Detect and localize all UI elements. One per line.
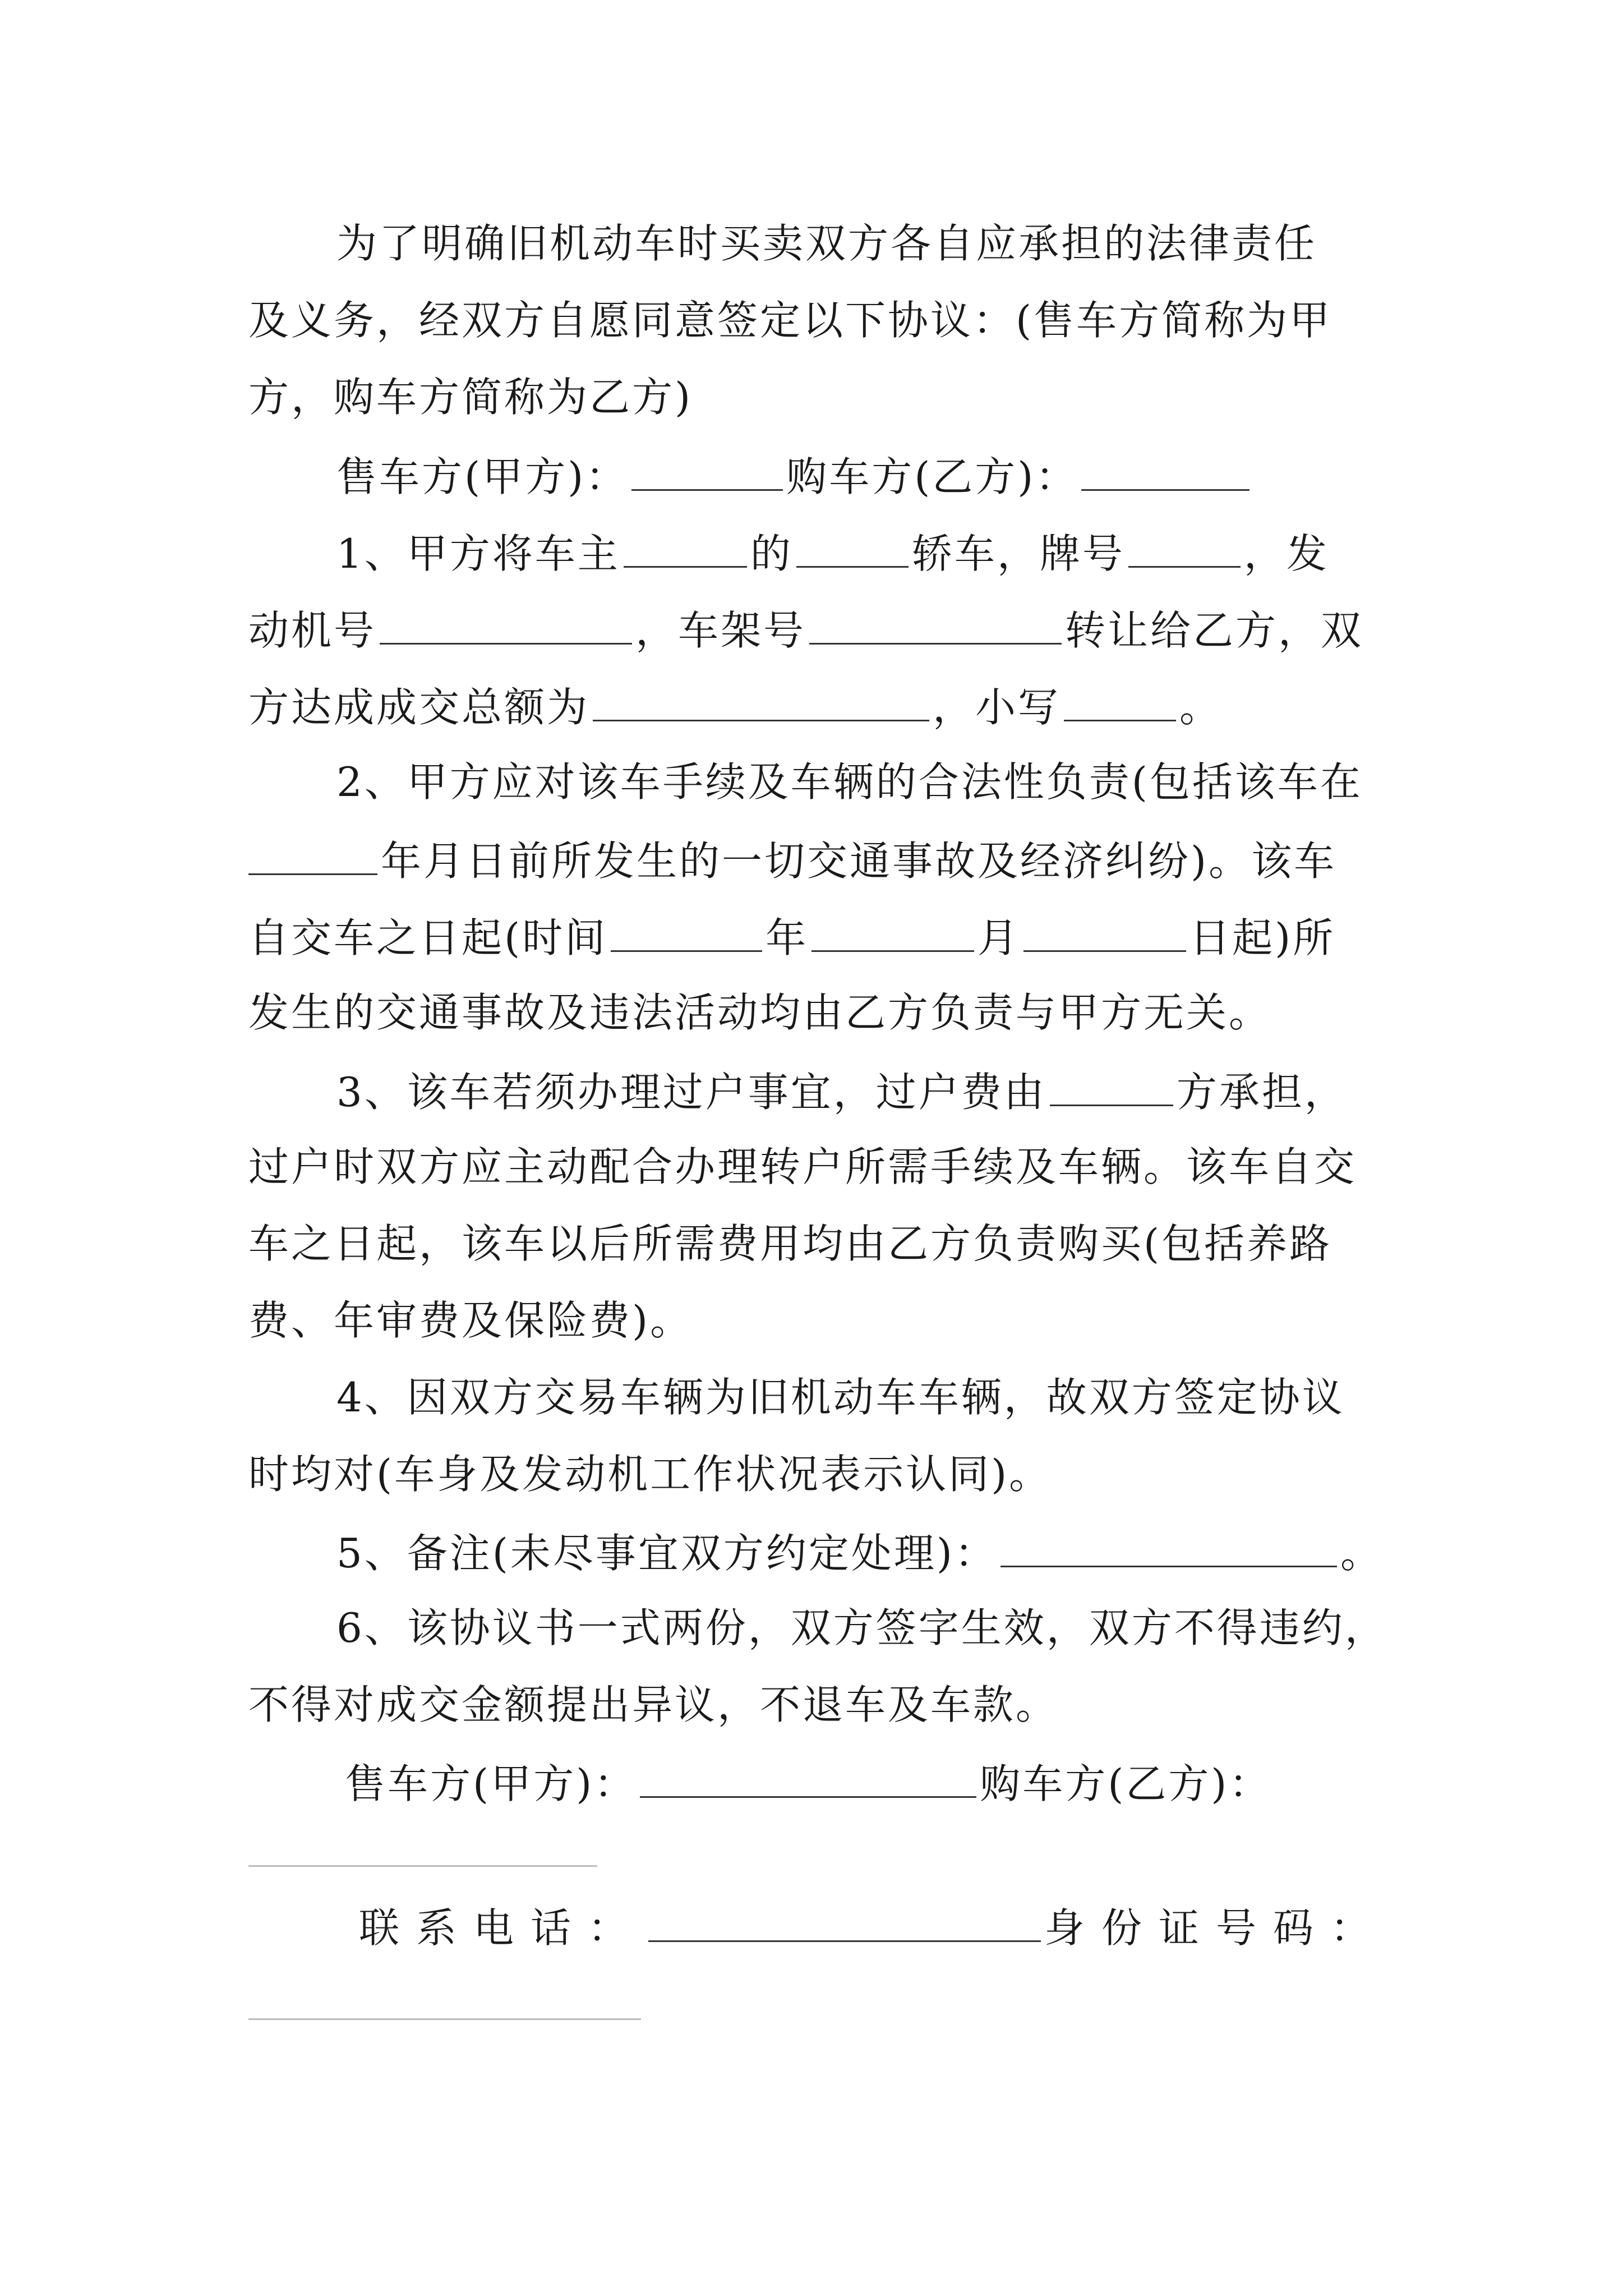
liability-date-blank [248, 839, 377, 875]
clause3-line-1 [336, 1069, 1347, 1116]
clause2-text-3b: 年 [766, 914, 809, 961]
clause1-text-c: 轿车，牌号 [911, 530, 1125, 577]
clause2-text-3d: 日起)所 [1189, 914, 1336, 961]
clause3-line-3: 车之日起，该车以后所需费用均由乙方负责购买(包括养路 [248, 1220, 1332, 1267]
clause1-text-e: 动机号 [248, 607, 377, 654]
engine-no-blank [380, 608, 632, 645]
clause2-text-2: 年月日前所发生的一切交通事故及经济纠纷)。该车 [381, 838, 1337, 885]
frame-no-blank [809, 608, 1062, 645]
intro-line-2: 及义务，经双方自愿同意签定以下协议：(售车方简称为甲 [248, 297, 1332, 344]
car-model-blank [796, 531, 909, 568]
clause2-line-2 [248, 838, 1337, 885]
clause5-text-b: 。 [1340, 1530, 1384, 1577]
clause1-text-a: 1、甲方将车主 [336, 530, 620, 577]
intro-line-3: 方，购车方简称为乙方) [248, 374, 693, 421]
clause3-text-1b: 方承担， [1176, 1069, 1347, 1116]
clause3-line-4: 费、年审费及保险费)。 [248, 1297, 693, 1344]
buyer-signature-rule [248, 1865, 597, 1867]
clause1-text-g: 转让给乙方，双 [1065, 607, 1364, 654]
clause1-text-d: ，发 [1243, 530, 1329, 577]
id-number-label: 身份证号码： [1044, 1904, 1388, 1952]
plate-blank [1128, 531, 1241, 568]
total-amount-blank [593, 685, 929, 721]
phone-label: 联系电话： [359, 1904, 645, 1952]
phone-blank [648, 1906, 1041, 1942]
clause1-line-2 [248, 607, 1364, 654]
amount-figures-blank [1064, 685, 1176, 721]
sign-buyer-label: 购车方(乙方)： [980, 1760, 1272, 1807]
clause2-text-3c: 月 [978, 914, 1021, 961]
sign-seller-label: 售车方(甲方)： [345, 1760, 637, 1807]
contact-line [359, 1904, 1388, 1952]
clause2-line-4: 发生的交通事故及违法活动均由乙方负责与甲方无关。 [248, 989, 1272, 1036]
buyer-label: 购车方(乙方)： [786, 453, 1078, 500]
clause1-text-f: ，车架号 [635, 607, 806, 654]
clause6-line-2: 不得对成交金额提出异议，不退车及车款。 [248, 1681, 1059, 1728]
id-number-rule [248, 2018, 641, 2020]
clause1-line-3 [248, 684, 1223, 731]
owner-blank [624, 531, 747, 568]
clause2-text-3a: 自交车之日起(时间 [248, 914, 608, 961]
seller-label: 售车方(甲方)： [336, 453, 629, 500]
clause1-line-1 [336, 530, 1329, 577]
clause5-text-a: 5、备注(未尽事宜双方约定处理)： [336, 1530, 997, 1577]
handover-month-blank [811, 915, 974, 952]
clause4-line-1: 4、因双方交易车辆为旧机动车车辆，故双方签定协议 [336, 1374, 1345, 1421]
clause5-line [336, 1530, 1384, 1577]
clause1-text-b: 的 [750, 530, 793, 577]
handover-year-blank [611, 915, 762, 952]
buyer-blank [1081, 454, 1249, 491]
clause4-line-2: 时均对(车身及发动机工作状况表示认同)。 [248, 1451, 1052, 1498]
clause3-line-2: 过户时双方应主动配合办理转户所需手续及车辆。该车自交 [248, 1143, 1357, 1190]
parties-line [336, 453, 1253, 500]
sign-seller-blank [640, 1761, 976, 1798]
intro-line-1: 为了明确旧机动车时买卖双方各自应承担的法律责任 [336, 220, 1317, 267]
clause3-text-1a: 3、该车若须办理过户事宜，过户费由 [336, 1069, 1046, 1116]
handover-day-blank [1023, 915, 1186, 952]
transfer-fee-party-blank [1050, 1070, 1173, 1106]
clause1-text-h: 方达成成交总额为 [248, 684, 590, 731]
clause1-text-j: 。 [1179, 684, 1223, 731]
remarks-blank [1000, 1531, 1337, 1567]
seller-blank [631, 454, 783, 491]
clause1-text-i: ，小写 [933, 684, 1061, 731]
clause2-line-3 [248, 914, 1336, 961]
signature-line [345, 1760, 1272, 1807]
clause2-line-1: 2、甲方应对该车手续及车辆的合法性负责(包括该车在 [336, 758, 1363, 806]
clause6-line-1: 6、该协议书一式两份，双方签字生效，双方不得违约， [336, 1604, 1387, 1651]
